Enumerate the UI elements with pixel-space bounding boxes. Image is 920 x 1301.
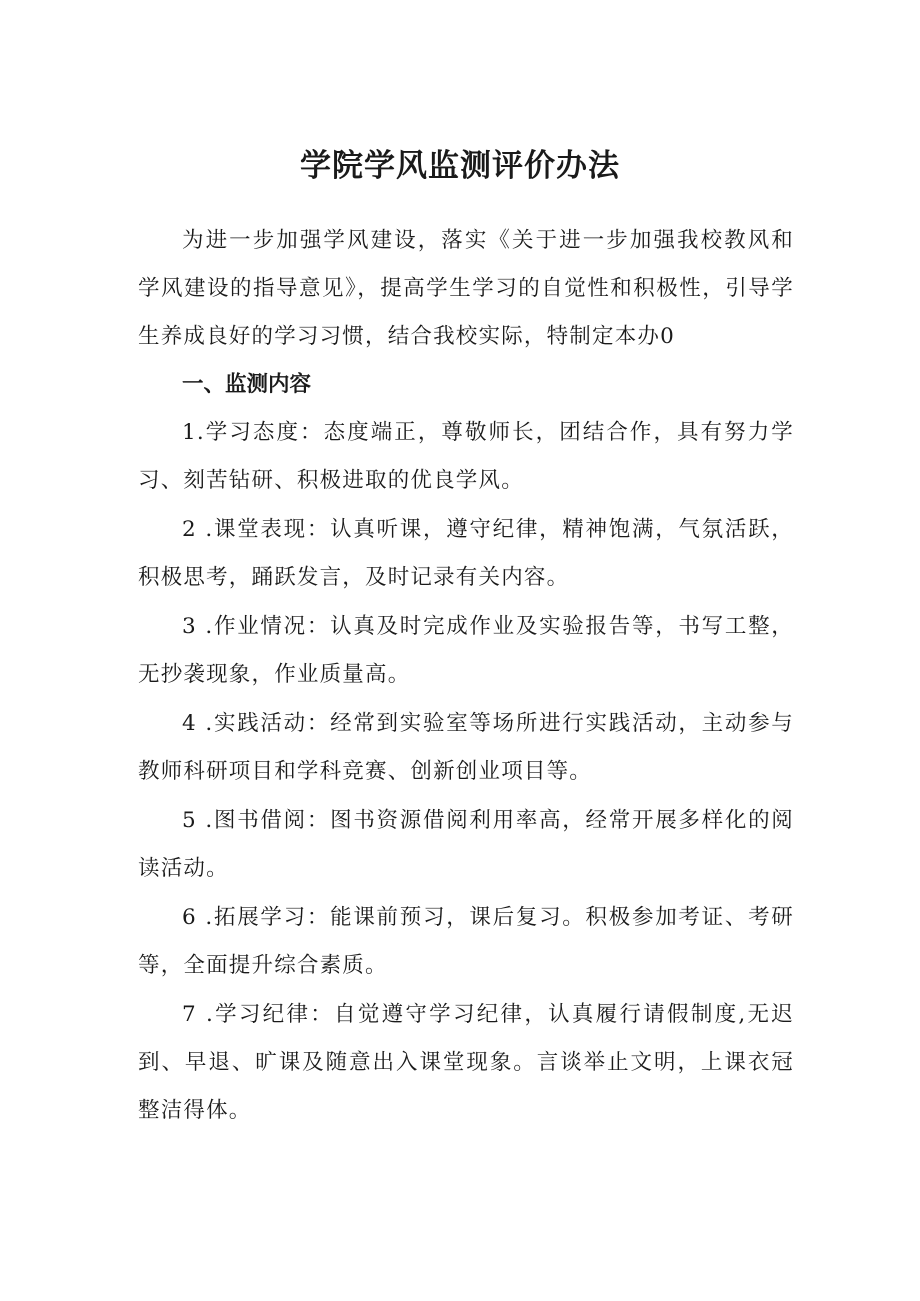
item-study-discipline: 7 .学习纪律：自觉遵守学习纪律，认真履行请假制度,无迟到、早退、旷课及随意出入课堂现象。言谈举止文明，上课衣冠整洁得体。 <box>138 1002 794 1123</box>
item-classroom-performance: 2 .课堂表现：认真听课，遵守纪律，精神饱满，气氛活跃，积极思考，踊跃发言，及时记录有关内容。 <box>138 517 794 590</box>
item-homework: 3 .作业情况：认真及时完成作业及实验报告等，书写工整，无抄袭现象，作业质量高。 <box>138 614 794 687</box>
item-extended-learning: 6 .拓展学习：能课前预习，课后复习。积极参加考证、考研等，全面提升综合素质。 <box>138 905 794 978</box>
section-heading-monitoring-content: 一、监测内容 <box>182 372 312 397</box>
item-study-attitude: 1.学习态度：态度端正，尊敬师长，团结合作，具有努力学习、刻苦钻研、积极进取的优良学风。 <box>138 420 794 493</box>
item-practice-activities: 4 .实践活动：经常到实验室等场所进行实践活动，主动参与教师科研项目和学科竞赛、创新创业项目等。 <box>138 711 794 784</box>
item-library-borrowing: 5 .图书借阅：图书资源借阅利用率高，经常开展多样化的阅读活动。 <box>138 808 794 881</box>
document-title: 学院学风监测评价办法 <box>300 148 620 184</box>
intro-paragraph: 为进一步加强学风建设，落实《关于进一步加强我校教风和学风建设的指导意见》，提高学生学习的自觉性和积极性，引导学生养成良好的学习习惯，结合我校实际，特制定本办0 <box>138 228 794 349</box>
